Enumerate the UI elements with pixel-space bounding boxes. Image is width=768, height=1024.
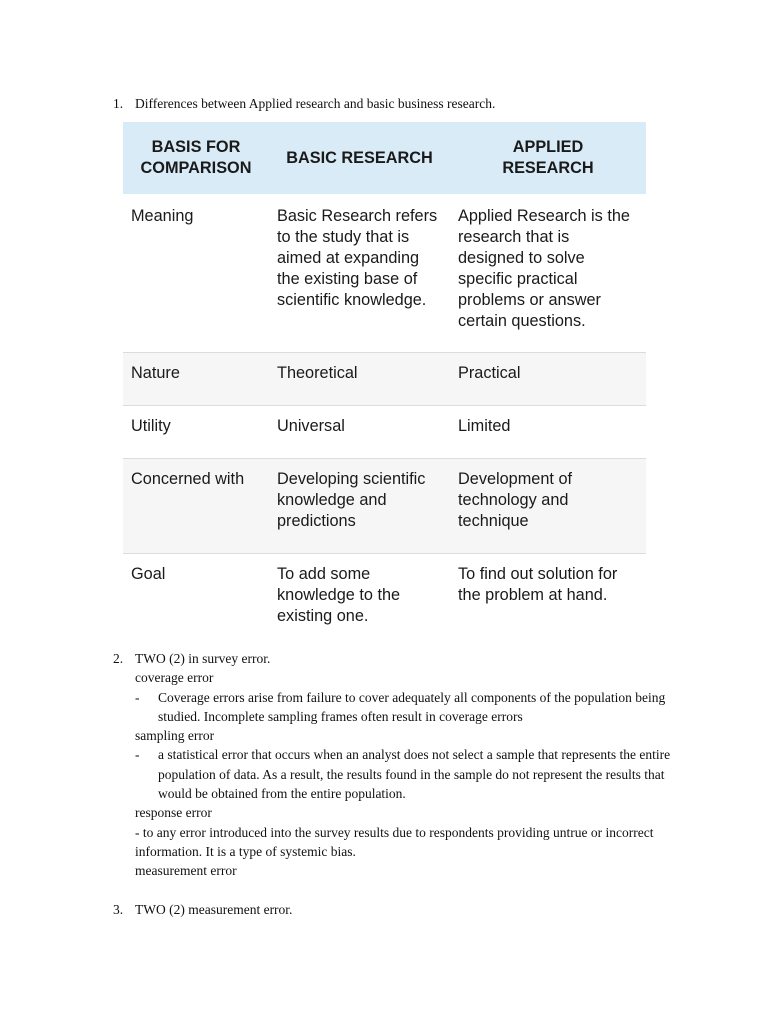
table-row [123, 458, 646, 553]
table-row [123, 352, 646, 405]
table-cell: Meaning [123, 195, 269, 352]
bullet-dash: - [135, 689, 140, 705]
sampling-error-bullet [113, 745, 693, 803]
table-cell: Nature [123, 352, 269, 405]
table-cell: Basic Research refers to the study that is aimed at expanding the existing base of scientific knowledge. [269, 195, 450, 352]
header-basic-research: BASIC RESEARCH [269, 122, 450, 195]
sampling-error-label: sampling error [135, 728, 215, 744]
response-error-label: response error [135, 805, 212, 821]
question-3-number: 3. [113, 902, 124, 917]
question-1-number: 1. [113, 96, 124, 111]
measurement-error-label: measurement error [135, 863, 237, 879]
table-cell: Theoretical [269, 352, 450, 405]
table-cell: Applied Research is the research that is designed to solve specific practical problems or answer certain questions. [450, 195, 646, 352]
question-1 [113, 94, 495, 113]
header-basis: BASIS FOR COMPARISON [123, 122, 269, 195]
table-cell: Development of technology and technique [450, 458, 646, 553]
bullet-dash: - [135, 747, 140, 763]
question-3 [113, 900, 292, 919]
table-row [123, 405, 646, 458]
table-cell: To add some knowledge to the existing one. [269, 553, 450, 638]
table-cell: Limited [450, 405, 646, 458]
question-2-number: 2. [113, 651, 124, 666]
question-2-text: TWO (2) in survey error. [135, 651, 271, 666]
question-3-text: TWO (2) measurement error. [135, 902, 293, 917]
coverage-error-bullet [113, 688, 693, 727]
table-cell: To find out solution for the problem at hand. [450, 553, 646, 638]
table-cell: Concerned with [123, 458, 269, 553]
table-cell: Practical [450, 352, 646, 405]
sampling-error-text: a statistical error that occurs when an analyst does not select a sample that represents the entire population of data. As a result, the results found in the sample do not represent the results that would be obtained from the entire population. [158, 747, 671, 802]
table-cell: Developing scientific knowledge and predictions [269, 458, 450, 553]
question-1-text: Differences between Applied research and basic business research. [135, 96, 496, 111]
coverage-error-label: coverage error [135, 670, 214, 686]
table-cell: Goal [123, 553, 269, 638]
table-cell: Universal [269, 405, 450, 458]
table-row [123, 195, 646, 352]
coverage-error-text: Coverage errors arise from failure to cover adequately all components of the population being studied. Incomplete sampling frames often result in coverage errors [158, 689, 666, 724]
table-row [123, 553, 646, 638]
response-error-text: - to any error introduced into the survey results due to respondents providing untrue or incorrect information. It is a type of systemic bias. [135, 824, 654, 859]
question-2 [113, 649, 693, 881]
header-applied-research: APPLIED RESEARCH [450, 122, 646, 195]
table-header-row [123, 122, 646, 195]
table-cell: Utility [123, 405, 269, 458]
comparison-table [123, 122, 646, 638]
question-2-heading [113, 649, 693, 668]
